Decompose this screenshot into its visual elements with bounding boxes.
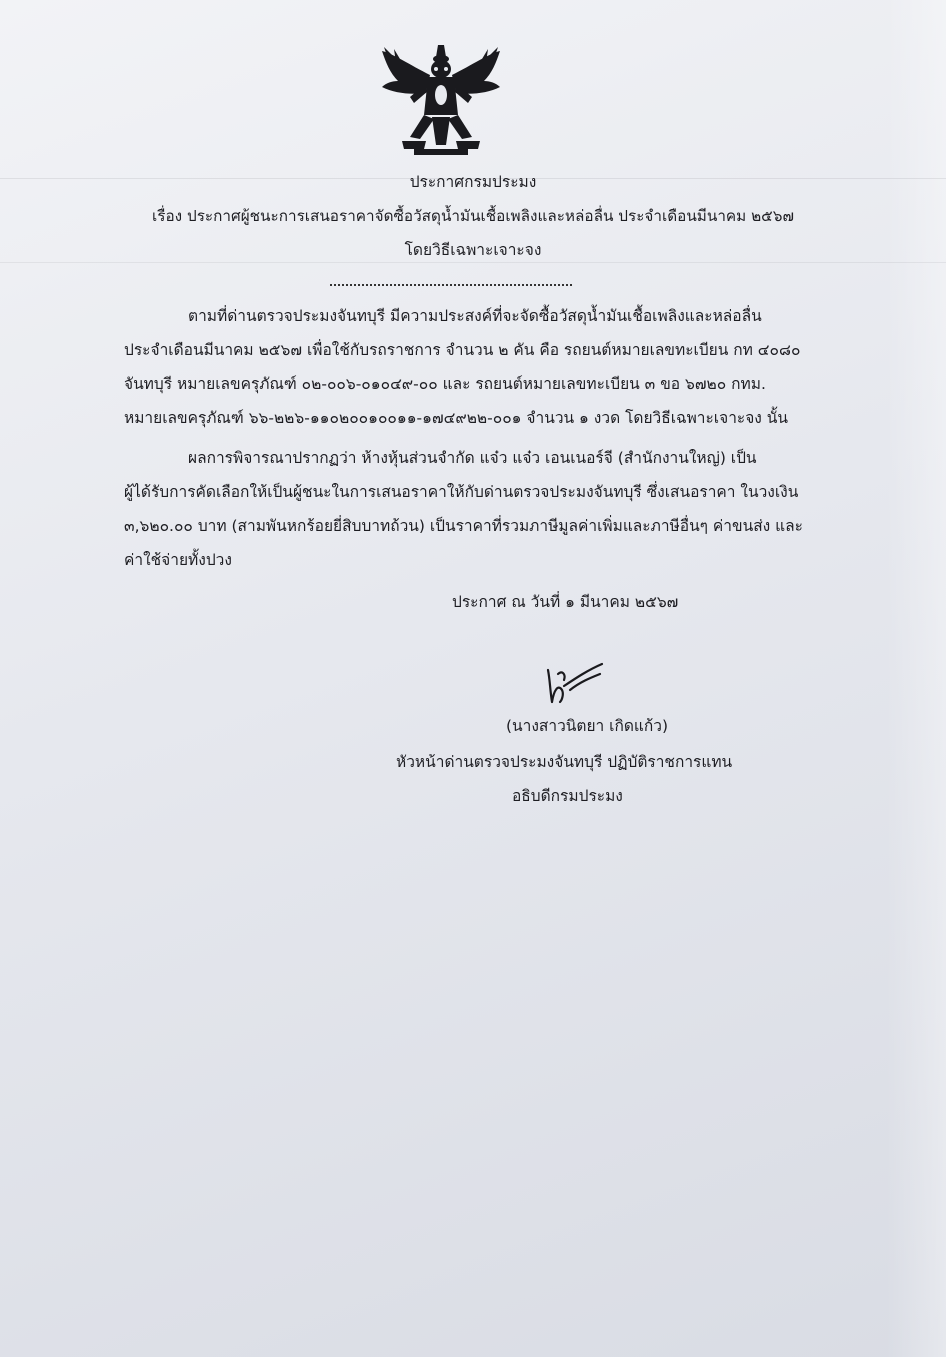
procurement-method: โดยวิธีเฉพาะเจาะจง — [404, 241, 542, 259]
paper-fold — [0, 262, 946, 263]
announcement-date: ประกาศ ณ วันที่ ๑ มีนาคม ๒๕๖๗ — [452, 593, 679, 611]
document-title: ประกาศกรมประมง — [409, 173, 537, 191]
signer-name: (นางสาวนิตยา เกิดแก้ว) — [506, 717, 669, 735]
signature-icon — [540, 660, 606, 708]
paragraph-line: ประจำเดือนมีนาคม ๒๕๖๗ เพื่อใช้กับรถราชการ จำนวน ๒ คัน คือ รถยนต์หมายเลขทะเบียน กท ๔๐๘๐ — [124, 341, 801, 359]
paragraph-line: จันทบุรี หมายเลขครุภัณฑ์ ๐๒-๐๐๖-๐๑๐๔๙-๐๐ และ รถยนต์หมายเลขทะเบียน ๓ ขอ ๖๗๒๐ กทม. — [124, 375, 766, 393]
paragraph-line: ผลการพิจารณาปรากฏว่า ห้างหุ้นส่วนจำกัด แจ๋ว แจ๋ว เอนเนอร์จี (สำนักงานใหญ่) เป็น — [188, 449, 757, 467]
paragraph-line: ค่าใช้จ่ายทั้งปวง — [124, 551, 232, 569]
signer-position: หัวหน้าด่านตรวจประมงจันทบุรี ปฏิบัติราชการแทน — [396, 753, 733, 771]
separator-dotted-line — [330, 284, 572, 286]
document-subject: เรื่อง ประกาศผู้ชนะการเสนอราคาจัดซื้อวัสดุน้ำมันเชื้อเพลิงและหล่อลื่น ประจำเดือนมีนาคม ๒๕๖๗ — [152, 207, 794, 225]
page-edge-shadow — [886, 0, 946, 1357]
paragraph-line: หมายเลขครุภัณฑ์ ๖๖-๒๒๖-๑๑๐๒๐๐๑๐๐๑๑-๑๗๔๙๒๒-๐๐๑ จำนวน ๑ งวด โดยวิธีเฉพาะเจาะจง นั้น — [124, 409, 788, 427]
paragraph-line: ๓,๖๒๐.๐๐ บาท (สามพันหกร้อยยี่สิบบาทถ้วน) เป็นราคาที่รวมภาษีมูลค่าเพิ่มและภาษีอื่นๆ ค่าขนส่ง และ — [124, 517, 803, 535]
signer-office: อธิบดีกรมประมง — [512, 787, 623, 805]
paragraph-line: ตามที่ด่านตรวจประมงจันทบุรี มีความประสงค์ที่จะจัดซื้อวัสดุน้ำมันเชื้อเพลิงและหล่อลื่น — [188, 307, 762, 325]
garuda-emblem-icon — [380, 45, 502, 157]
paragraph-line: ผู้ได้รับการคัดเลือกให้เป็นผู้ชนะในการเสนอราคาให้กับด่านตรวจประมงจันทบุรี ซึ่งเสนอราคา ในวงเงิน — [124, 483, 799, 501]
